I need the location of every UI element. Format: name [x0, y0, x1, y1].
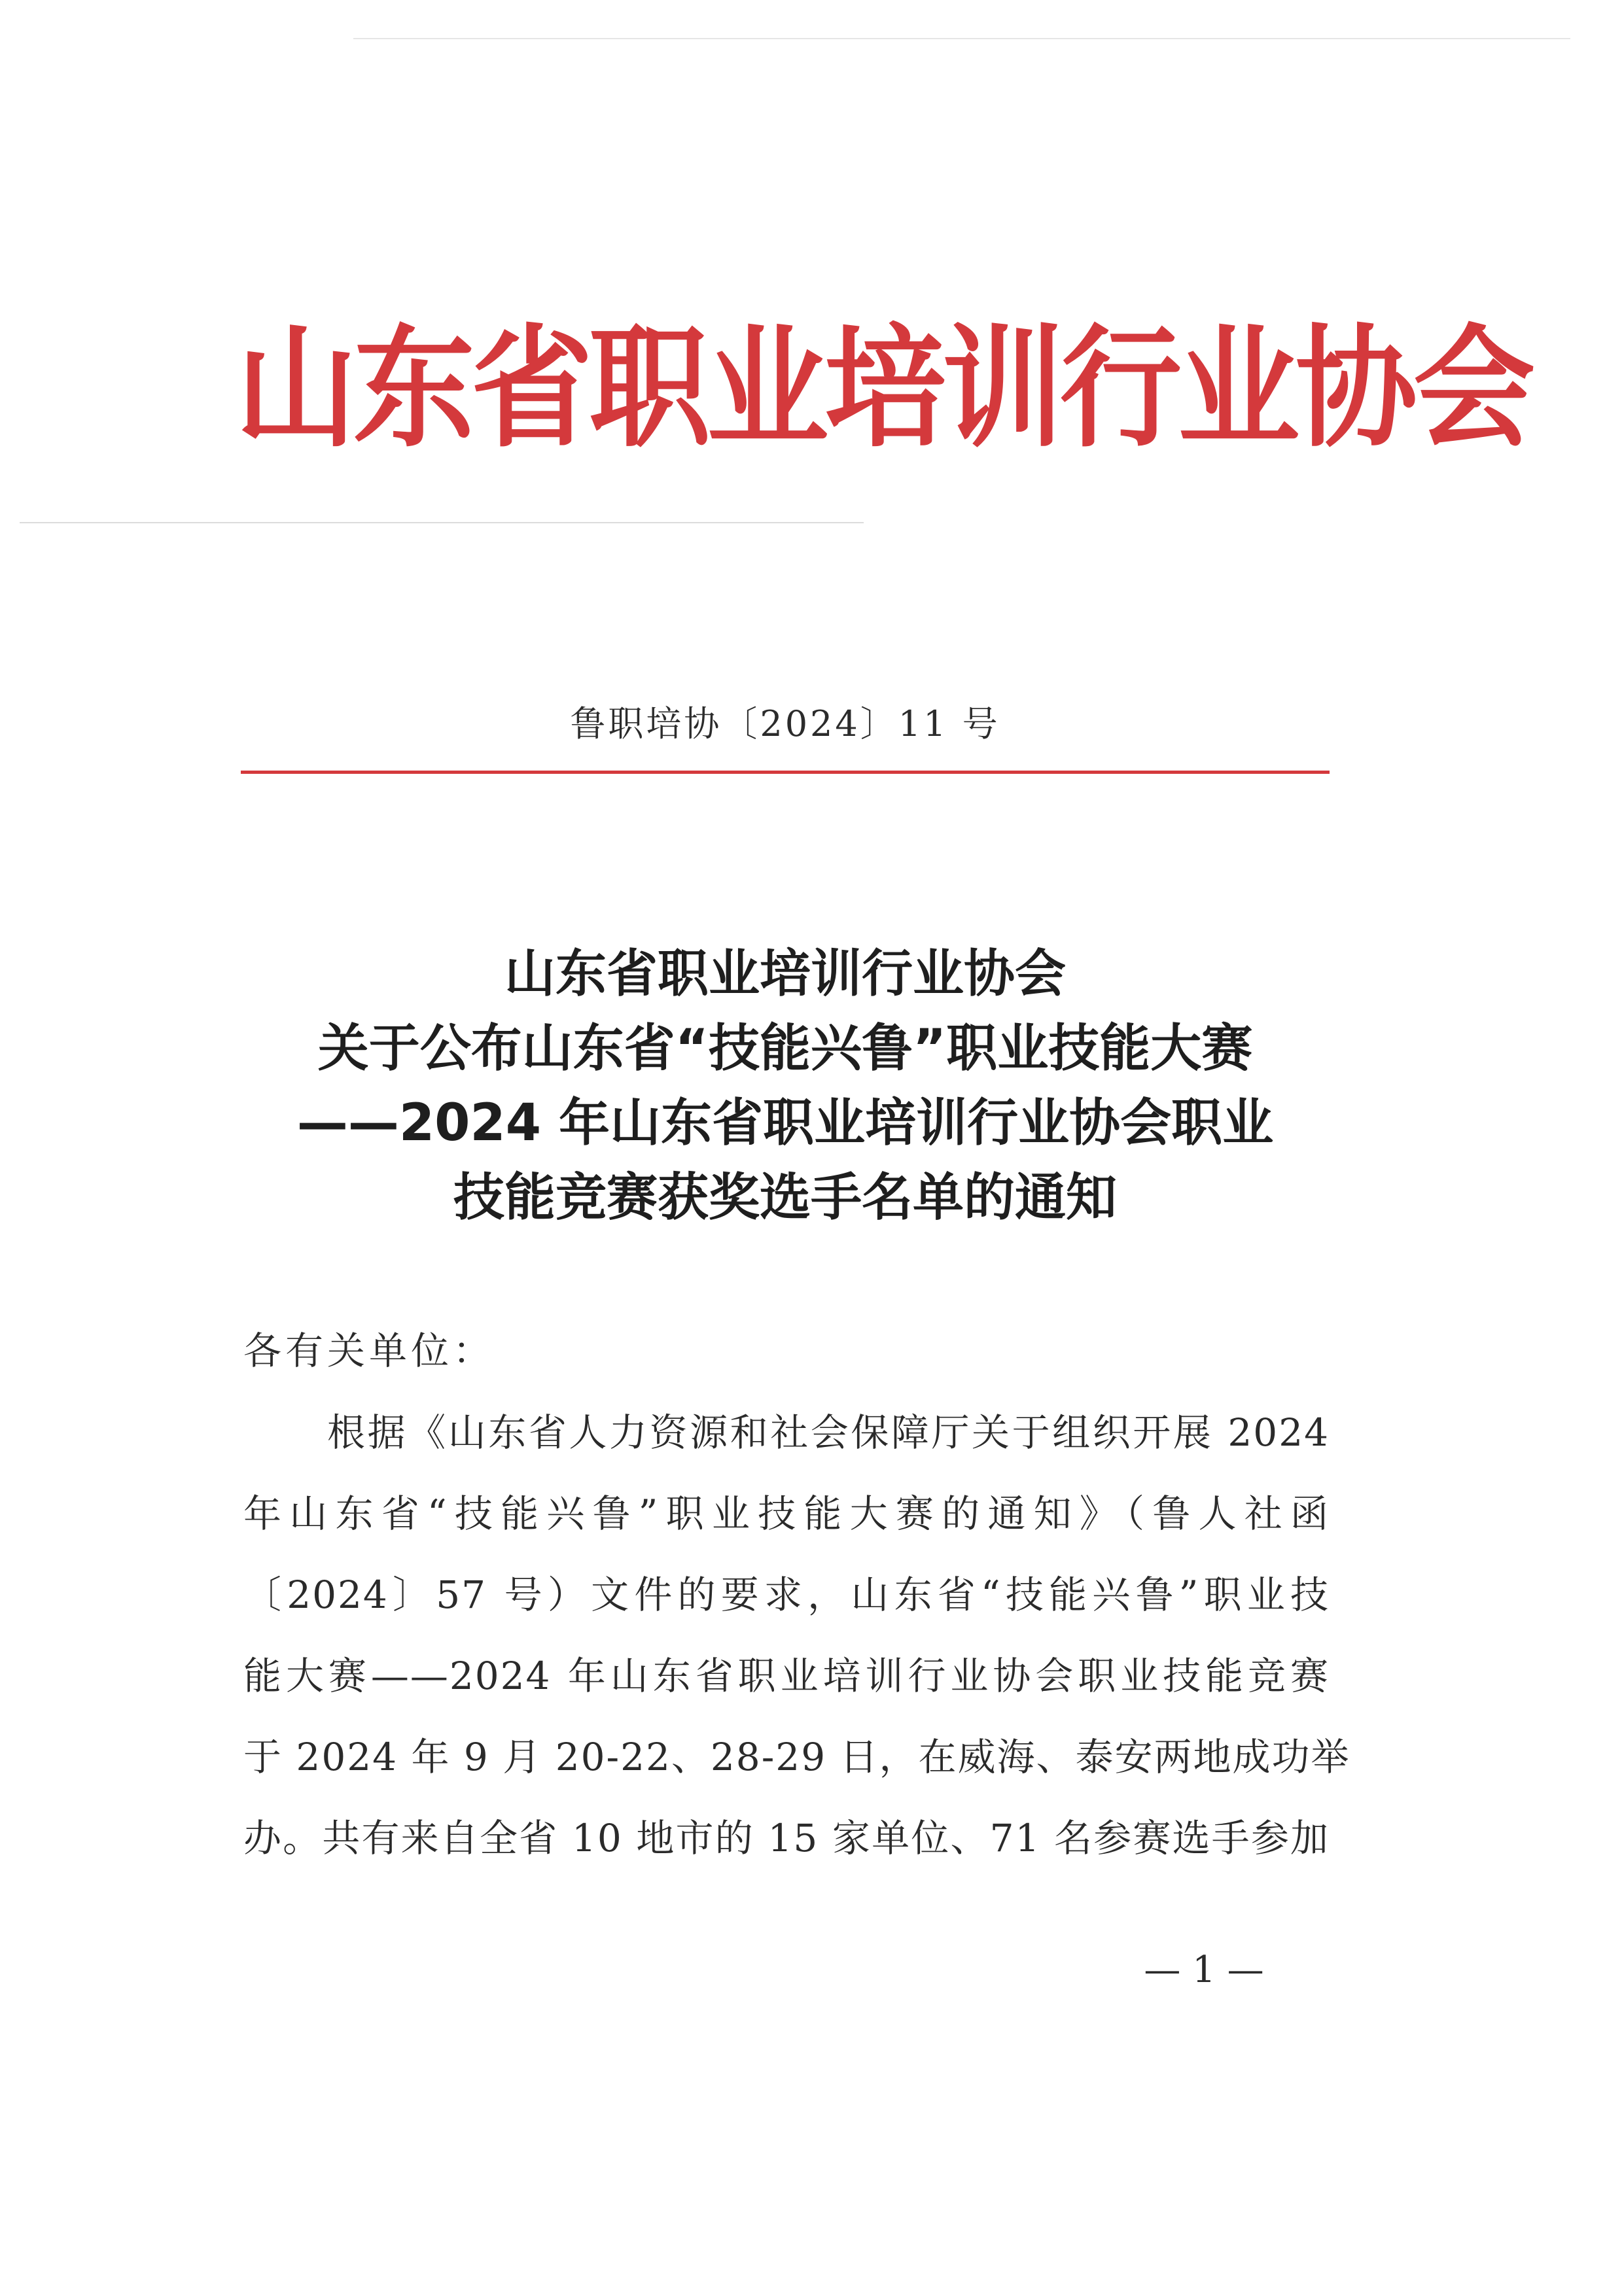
red-divider-line — [241, 771, 1330, 774]
document-title — [222, 937, 1348, 1235]
page-number: — 1 — — [1144, 1949, 1264, 1991]
title-line: 关于公布山东省“技能兴鲁”职业技能大赛 — [317, 1019, 1253, 1078]
body-line: 年山东省“技能兴鲁”职业技能大赛的通知》（鲁人社函 — [243, 1491, 1330, 1536]
title-line: ——2024 年山东省职业培训行业协会职业 — [296, 1094, 1274, 1153]
scan-artifact-line — [353, 38, 1570, 39]
body-line: 办。共有来自全省 10 地市的 15 家单位、71 名参赛选手参加 — [243, 1816, 1330, 1860]
title-line: 技能竞赛获奖选手名单的通知 — [453, 1168, 1117, 1227]
body-line: 根据《山东省人力资源和社会保障厅关于组织开展 2024 — [327, 1410, 1330, 1455]
salutation: 各有关单位： — [243, 1329, 495, 1373]
body-line: 〔2024〕57 号）文件的要求，山东省“技能兴鲁”职业技 — [243, 1573, 1330, 1617]
body-line: 能大赛——2024 年山东省职业培训行业协会职业技能竞赛 — [243, 1654, 1330, 1698]
body-paragraph — [243, 1406, 1350, 1893]
title-line: 山东省职业培训行业协会 — [504, 945, 1066, 1003]
organization-header: 山东省职业培训行业协会 — [236, 311, 1532, 465]
scan-artifact-line — [20, 522, 864, 523]
document-number: 鲁职培协〔2024〕11 号 — [570, 703, 1000, 744]
body-line: 于 2024 年 9 月 20-22、28-29 日，在威海、泰安两地成功举 — [243, 1735, 1350, 1779]
